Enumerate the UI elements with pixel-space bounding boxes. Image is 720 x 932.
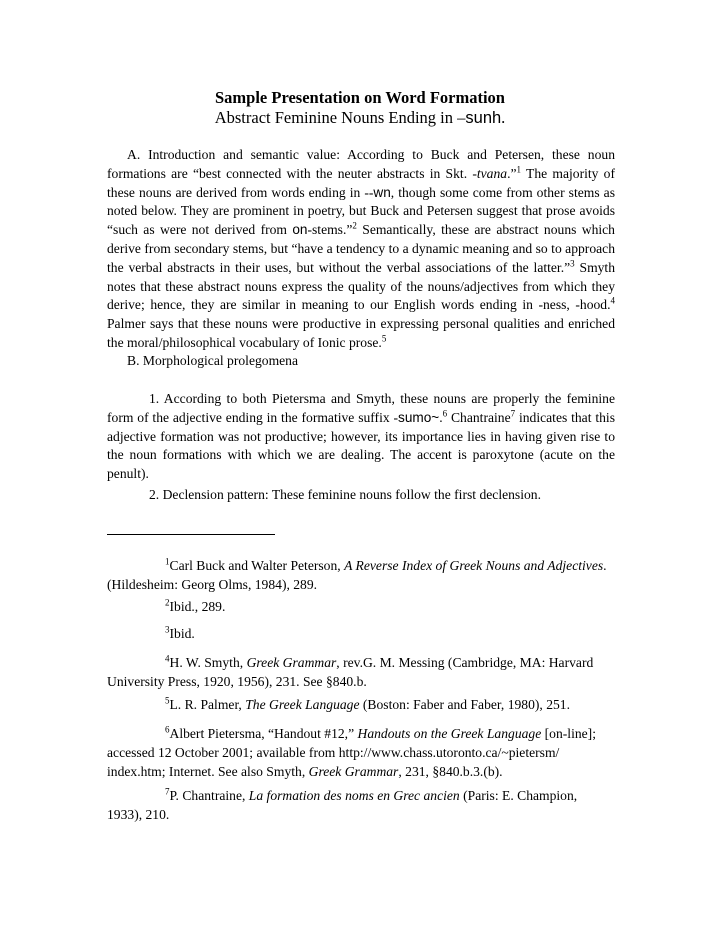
footnote-ref: 2 — [352, 220, 357, 231]
section-a-paragraph: A. Introduction and semantic value: According to Buck and Petersen, these noun formations are “best connected with the neuter abstracts in Skt. -tvana.”$^1$ The majority of these nouns are derived from words ending in --wn, though some come from other stems as noted below. They are prominent in poetry, but Buck and Petersen suggest that prose avoids “such as were not derived from on-stems.”$^2$ Semantically, these are abstract nouns which derive from secondary stems, but “have a tendency to a dynamic meaning and so to approach the verbal abstracts in their uses, but without the verbal associations of the latter.”$^3$ Smyth notes that these abstract nouns express the quality of the nouns/adjectives from which they derive; hence, they are similar in meaning to our English words ending in -ness, -hood.$^4$ Palmer says that these nouns were productive in expressing personal qualities and enriched the moral/philosophical vocabulary of Ionic prose.$^5$ — [107, 147, 616, 350]
footnote-ref: 6 — [442, 408, 448, 419]
footnote-ref: 3 — [570, 258, 575, 269]
footnote-ref: 5 — [381, 333, 387, 344]
footnote-3: $^3$Ibid. — [165, 624, 195, 641]
footnote-7: $^7$P. Chantraine, La formation des noms en Grec ancien (Paris: E. Champion, 1933), 210. — [107, 786, 578, 822]
footnote-ref: 1 — [516, 164, 522, 175]
footnote-divider — [107, 534, 275, 535]
footnote-1: $^1$Carl Buck and Walter Peterson, A Reverse Index of Greek Nouns and Adjectives. (Hildesheim: Georg Olms, 1984), 289. — [107, 556, 607, 592]
footnote-2: $^2$Ibid., 289. — [165, 597, 226, 614]
footnote-ref: 7 — [510, 408, 516, 419]
footnote-6: $^6$Albert Pietersma, “Handout #12,” Handouts on the Greek Language [on-line]; accessed 12 October 2001; available from http://www.chass.utoronto.ca/~pietersm/ index.htm; Internet. See also Smyth, Greek Grammar, 231, §840.b.3.(b). — [107, 724, 596, 779]
document-title: Sample Presentation on Word Formation — [215, 88, 505, 107]
footnote-5: $^5$L. R. Palmer, The Greek Language (Boston: Faber and Faber, 1980), 251. — [165, 695, 571, 712]
section-b-paragraph-1: 1. According to both Pietersma and Smyth, these nouns are properly the feminine form of the adjective ending in the formative suffix -sumo~.$^6$ Chantraine$^7$ indicates that this adjective formation was not productive; however, its importance lies in having given rise to the noun formations with which we are dealing. The accent is paroxytone (acute on the penult). — [107, 391, 615, 482]
section-b-paragraph-2: 2. Declension pattern: These feminine nouns follow the first declension. — [149, 487, 541, 502]
greek-suffix: sunh — [465, 109, 502, 127]
section-b-heading: B. Morphological prolegomena — [127, 353, 299, 368]
footnote-4: $^4$H. W. Smyth, Greek Grammar, rev.G. M. Messing (Cambridge, MA: Harvard University Press, 1920, 1956), 231. See §840.b. — [107, 653, 594, 689]
document-subtitle: Abstract Feminine Nouns Ending in –sunh. — [214, 108, 506, 127]
footnote-ref: 4 — [610, 295, 615, 306]
